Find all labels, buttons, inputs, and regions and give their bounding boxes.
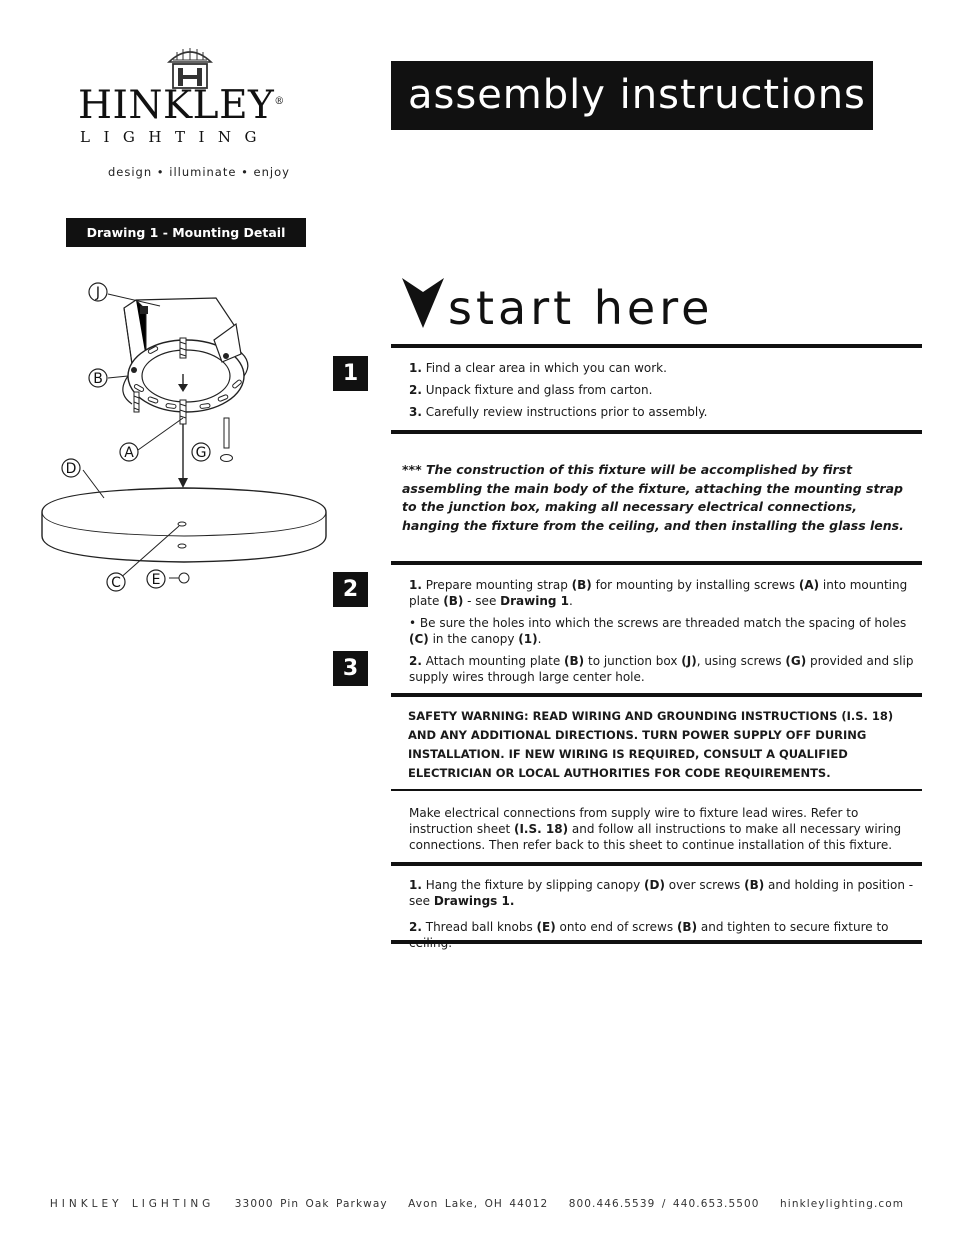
footer-phone: 800.446.5539 / 440.653.5500 <box>568 1198 760 1210</box>
list-item: 2. Unpack fixture and glass from carton. <box>409 383 653 397</box>
callout-a: A <box>124 445 134 461</box>
footer <box>0 1198 954 1210</box>
start-arrow-icon <box>400 278 446 330</box>
section-divider <box>391 940 922 944</box>
wiring-instructions: Make electrical connections from supply wire to fixture lead wires. Refer to instruction sheet (I.S. 18) and follow all instructions to make all necessary wiring connections. Then refer back to this sheet to continue installation of this fixture. <box>409 806 902 852</box>
paragraph: • Be sure the holes into which the screws are threaded match the spacing of holes (C) in the canopy (1). <box>409 616 907 646</box>
paragraph: 1. Prepare mounting strap (B) for mounting by installing screws (A) into mounting plate (B) - see Drawing 1. <box>409 578 908 608</box>
footer-brand: HINKLEY LIGHTING <box>49 1198 215 1210</box>
step-number-1: 1 <box>333 356 368 391</box>
section-divider <box>391 561 922 565</box>
section2-text <box>409 577 914 691</box>
callout-b: B <box>93 371 103 387</box>
footer-city: Avon Lake, OH 44012 <box>408 1198 549 1210</box>
section-divider <box>391 789 922 791</box>
footer-website[interactable]: hinkleylighting.com <box>780 1198 905 1210</box>
paragraph: 2. Thread ball knobs (E) onto end of screws (B) and tighten to secure fixture to <box>409 920 889 934</box>
list-item: 3. Carefully review instructions prior to assembly. <box>409 405 708 419</box>
list-item: 1. Find a clear area in which you can work. <box>409 361 667 375</box>
callout-d: D <box>65 461 77 477</box>
section1-list <box>409 360 909 426</box>
section-divider <box>391 344 922 348</box>
logo-tagline: design • illuminate • enjoy <box>108 165 290 179</box>
drawing-label: Drawing 1 - Mounting Detail <box>66 218 306 247</box>
paragraph: 1. Hang the fixture by slipping canopy (D) over screws (B) and holding in position - see Drawings 1. <box>409 878 914 908</box>
step-number-2: 2 <box>333 572 368 607</box>
section-divider <box>391 862 922 866</box>
safety-warning: SAFETY WARNING: READ WIRING AND GROUNDING INSTRUCTIONS (I.S. 18) AND ANY ADDITIONAL DIRECTIONS. TURN POWER SUPPLY OFF DURING INSTALLATION. IF NEW WIRING IS REQUIRED, CONSULT A QUALIFIED ELECTRICIAN OR LOCAL AUTHORITIES FOR CODE REQUIREMENTS. <box>408 709 894 780</box>
step-number-3: 3 <box>333 651 368 686</box>
construction-note: *** The construction of this fixture will be accomplished by first assembling the main body of the fixture, attaching the mounting strap to the junction box, making all necessary electrical connections, hanging the fixture from the ceiling, and then installing the glass lens. <box>402 462 904 533</box>
mounting-detail-drawing <box>36 278 336 598</box>
logo-subtitle: LIGHTING <box>80 128 270 146</box>
section-divider <box>391 430 922 434</box>
start-here-heading: start here <box>448 281 714 335</box>
logo-wordmark: HINKLEY® <box>78 83 285 128</box>
callout-e: E <box>151 572 161 588</box>
section-divider <box>391 693 922 697</box>
footer-address: 33000 Pin Oak Parkway <box>234 1198 388 1210</box>
page-title: assembly instructions <box>391 61 873 130</box>
callout-j: J <box>95 285 101 301</box>
section3-text <box>409 877 919 957</box>
callout-g: G <box>195 445 207 461</box>
callout-c: C <box>111 575 121 591</box>
paragraph: 2. Attach mounting plate (B) to junction box (J), using screws (G) provided and slip supply wires through large center hole. <box>409 654 914 684</box>
